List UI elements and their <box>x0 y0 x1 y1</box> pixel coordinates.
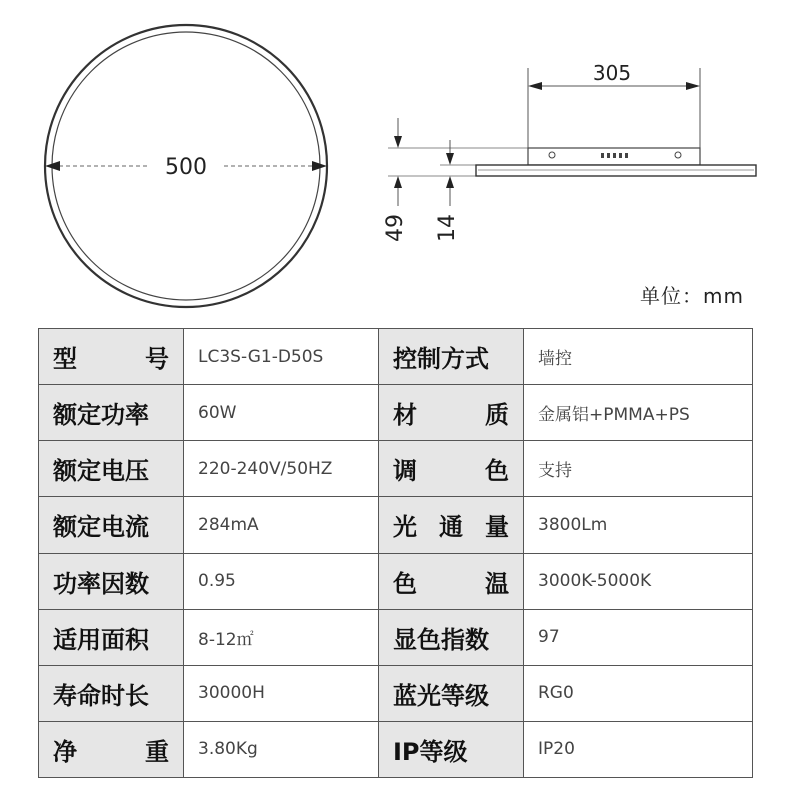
diameter-label: 500 <box>165 155 207 180</box>
spec-table <box>38 328 753 778</box>
height-arrow-bottom <box>394 176 402 188</box>
spec-label-char: 色 <box>393 569 417 598</box>
spec-label-cell <box>379 441 524 497</box>
spec-value: LC3S-G1-D50S <box>184 329 379 385</box>
spec-label-cell <box>379 553 524 609</box>
spec-label-cell <box>379 609 524 665</box>
top-view <box>45 25 327 307</box>
bracket-slot <box>625 153 628 158</box>
spec-value: 284mA <box>184 497 379 553</box>
bracket-arrow-left <box>528 82 542 90</box>
spec-label-char: 通 <box>439 513 463 542</box>
spec-row <box>39 329 753 385</box>
bracket-label: 305 <box>592 61 632 85</box>
spec-label: 额定电压 <box>53 457 149 486</box>
spec-value: 支持 <box>524 441 753 497</box>
bracket-slot <box>607 153 610 158</box>
spec-value: 220-240V/50HZ <box>184 441 379 497</box>
spec-value: RG0 <box>524 665 753 721</box>
spec-row <box>39 721 753 777</box>
spec-label-cell <box>379 497 524 553</box>
spec-label: 适用面积 <box>53 625 149 654</box>
spec-value: 97 <box>524 609 753 665</box>
spec-label-char: 光 <box>393 513 417 542</box>
spec-label-cell <box>39 329 184 385</box>
spec-label <box>393 507 523 542</box>
lamp-body <box>476 165 756 176</box>
spec-label: IP等级 <box>393 737 468 766</box>
spec-label-cell <box>39 665 184 721</box>
thickness-arrow-bottom <box>446 176 454 188</box>
spec-value: 8-12㎡ <box>184 609 379 665</box>
spec-row <box>39 665 753 721</box>
spec-table-body <box>39 329 753 778</box>
spec-row <box>39 385 753 441</box>
spec-label-char: 色 <box>485 457 509 486</box>
spec-label-char: 材 <box>393 401 417 430</box>
spec-value: IP20 <box>524 721 753 777</box>
unit-label: 单位：mm <box>640 284 744 308</box>
spec-label-char: 质 <box>485 401 509 430</box>
thickness-label: 14 <box>435 214 460 242</box>
spec-label: 功率因数 <box>53 569 149 598</box>
spec-value: 金属铝+PMMA+PS <box>524 385 753 441</box>
spec-label-cell <box>39 497 184 553</box>
spec-label: 寿命时长 <box>53 681 149 710</box>
spec-label: 额定电流 <box>53 513 149 542</box>
spec-label <box>393 564 523 599</box>
spec-label-cell <box>39 441 184 497</box>
height-label: 49 <box>383 214 408 242</box>
dimension-drawing <box>0 0 800 320</box>
bracket-slot <box>619 153 622 158</box>
spec-label <box>53 339 183 374</box>
spec-row <box>39 441 753 497</box>
spec-label-cell <box>379 329 524 385</box>
spec-label: 显色指数 <box>393 625 489 654</box>
spec-label: 蓝光等级 <box>393 681 489 710</box>
bracket-arrow-right <box>686 82 700 90</box>
spec-label: 额定功率 <box>53 401 149 430</box>
bracket-slot <box>601 153 604 158</box>
spec-label <box>53 732 183 767</box>
spec-row <box>39 553 753 609</box>
bracket-slot <box>613 153 616 158</box>
spec-label-char: 重 <box>145 737 169 766</box>
spec-row <box>39 497 753 553</box>
spec-label-char: 调 <box>393 457 417 486</box>
height-arrow-top <box>394 136 402 148</box>
spec-label-cell <box>379 721 524 777</box>
spec-label-cell <box>39 609 184 665</box>
spec-label-char: 号 <box>145 345 169 374</box>
spec-value: 3800Lm <box>524 497 753 553</box>
spec-label-cell <box>379 665 524 721</box>
spec-label-char: 型 <box>53 345 77 374</box>
spec-label-char: 净 <box>53 737 77 766</box>
side-view <box>383 61 756 242</box>
spec-value: 0.95 <box>184 553 379 609</box>
spec-label: 控制方式 <box>393 345 489 374</box>
spec-label-cell <box>39 385 184 441</box>
spec-label-cell <box>39 553 184 609</box>
spec-value: 3.80Kg <box>184 721 379 777</box>
spec-label <box>393 451 523 486</box>
spec-value: 60W <box>184 385 379 441</box>
spec-label-cell <box>39 721 184 777</box>
spec-label-char: 温 <box>485 569 509 598</box>
spec-value: 30000H <box>184 665 379 721</box>
thickness-arrow-top <box>446 153 454 165</box>
spec-value: 墙控 <box>524 329 753 385</box>
spec-label-char: 量 <box>485 513 509 542</box>
spec-row <box>39 609 753 665</box>
spec-value: 3000K-5000K <box>524 553 753 609</box>
spec-label-cell <box>379 385 524 441</box>
spec-label <box>393 395 523 430</box>
